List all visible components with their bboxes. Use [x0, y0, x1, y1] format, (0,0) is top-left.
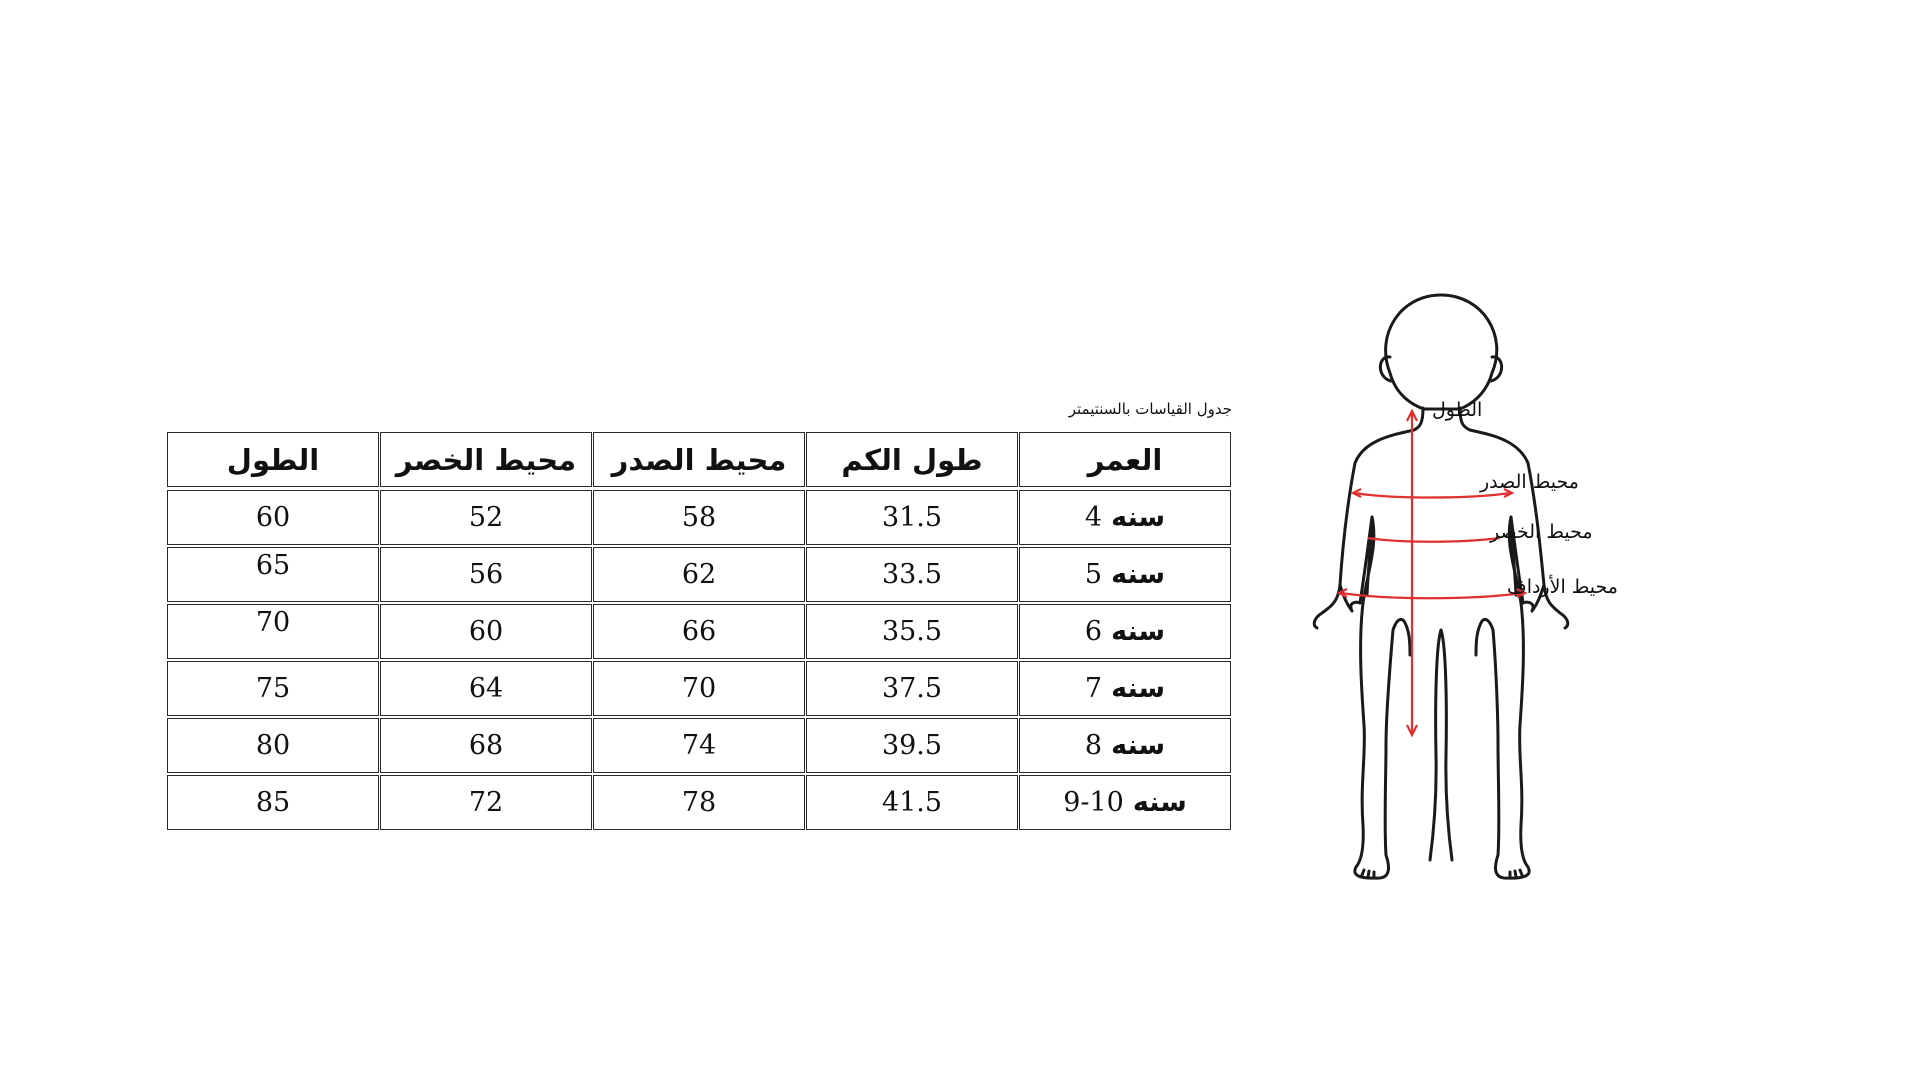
table-cell-chest: 74 [593, 718, 805, 773]
table-cell-length: 65 [167, 547, 379, 602]
age-unit: سنه [1111, 502, 1166, 533]
table-cell-sleeve: 33.5 [806, 547, 1018, 602]
header-age: العمر [1019, 432, 1231, 487]
label-waist: محيط الخصر [1490, 521, 1593, 543]
table-cell-age [1019, 490, 1231, 545]
label-length: الطول [1432, 399, 1483, 421]
table-cell-sleeve: 31.5 [806, 490, 1018, 545]
table-cell-waist: 72 [380, 775, 592, 830]
age-value: 7 [1084, 673, 1103, 704]
header-length: الطول [167, 432, 379, 487]
age-value: 9-10 [1063, 787, 1124, 818]
table-cell-length: 80 [167, 718, 379, 773]
age-unit: سنه [1111, 673, 1166, 704]
table-cell-age [1019, 604, 1231, 659]
table-cell-chest: 58 [593, 490, 805, 545]
age-value: 8 [1084, 730, 1103, 761]
age-unit: سنه [1111, 559, 1166, 590]
table-cell-chest: 70 [593, 661, 805, 716]
table-cell-waist: 68 [380, 718, 592, 773]
age-unit: سنه [1111, 616, 1166, 647]
age-unit: سنه [1111, 730, 1166, 761]
size-chart-table [167, 432, 1233, 832]
table-cell-waist: 52 [380, 490, 592, 545]
table-cell-waist: 64 [380, 661, 592, 716]
header-sleeve-length: طول الكم [806, 432, 1018, 487]
label-chest: محيط الصدر [1480, 471, 1579, 493]
table-cell-length: 85 [167, 775, 379, 830]
age-value: 4 [1084, 502, 1103, 533]
size-chart-caption: جدول القياسات بالسنتيمتر [1068, 400, 1232, 418]
table-cell-sleeve: 35.5 [806, 604, 1018, 659]
table-cell-length: 70 [167, 604, 379, 659]
table-cell-sleeve: 39.5 [806, 718, 1018, 773]
table-cell-age [1019, 661, 1231, 716]
table-cell-age [1019, 718, 1231, 773]
table-cell-waist: 60 [380, 604, 592, 659]
age-value: 5 [1084, 559, 1103, 590]
header-waist: محيط الخصر [380, 432, 592, 487]
table-cell-length: 75 [167, 661, 379, 716]
table-cell-chest: 66 [593, 604, 805, 659]
table-cell-age [1019, 775, 1231, 830]
age-unit: سنه [1132, 787, 1187, 818]
label-hips: محيط الأرداف [1507, 576, 1618, 598]
header-chest: محيط الصدر [593, 432, 805, 487]
table-cell-sleeve: 41.5 [806, 775, 1018, 830]
table-cell-chest: 78 [593, 775, 805, 830]
table-cell-sleeve: 37.5 [806, 661, 1018, 716]
table-cell-chest: 62 [593, 547, 805, 602]
age-value: 6 [1084, 616, 1103, 647]
table-cell-age [1019, 547, 1231, 602]
table-cell-waist: 56 [380, 547, 592, 602]
table-cell-length: 60 [167, 490, 379, 545]
